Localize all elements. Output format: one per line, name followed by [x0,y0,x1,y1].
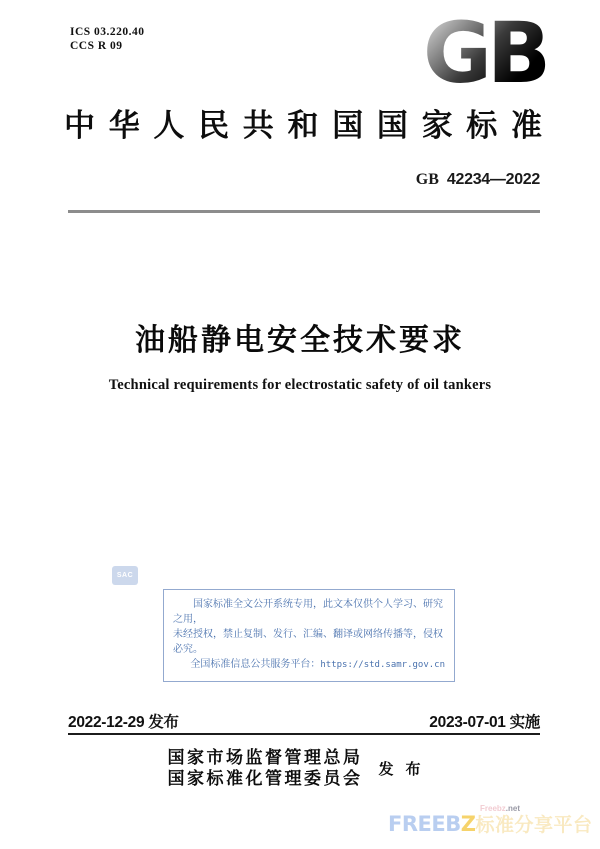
document-title-english: Technical requirements for electrostatic safety of oil tankers [108,377,492,393]
standard-number-prefix: GB [415,171,439,188]
freebz-domain-name: Freebz [480,804,506,813]
issuer-names [167,747,362,789]
ccs-code: CCS R 09 [70,40,123,52]
freebz-brand-blue: FREEB [388,812,461,836]
platform-url-link[interactable]: https://std.samr.gov.cn [320,660,445,670]
issue-date: 2022-12-29 发布 [68,714,179,731]
copyright-notice-box [163,589,455,682]
publish-label: 发布 [378,761,433,778]
classification-codes [70,25,145,53]
notice-line-3 [173,657,445,673]
implement-date: 2023-07-01 实施 [429,714,540,731]
gb-logo: GB [398,10,546,96]
issuer-1: 国家市场监督管理总局 [167,748,363,767]
dates-row [68,710,540,732]
notice-line-1: 国家标准全文公开系统专用，此文本仅供个人学习、研究之用， [173,599,443,625]
sac-watermark-badge: SAC [112,566,138,585]
issuer-2: 国家标准化管理委员会 [167,769,363,788]
ics-code: ICS 03.220.40 [70,26,145,38]
footer-divider [68,733,540,735]
freebz-domain-tld: .net [505,804,521,813]
freebz-brand-suffix: 标准分享平台 [475,815,593,836]
notice-platform-label: 全国标准信息公共服务平台： [190,659,321,670]
header-divider [68,210,540,213]
notice-line-2: 未经授权，禁止复制、发行、汇编、翻译或网络传播等，侵权必究。 [173,629,443,655]
standard-number-value: 42234—2022 [446,171,540,188]
standard-number [240,170,540,190]
freebz-brand-text [388,810,592,837]
national-standard-title: 中华人民共和国国家标准 [64,108,542,143]
freebz-brand-yellow: Z [460,812,476,836]
issuer-block [0,747,600,789]
document-title-chinese: 油船静电安全技术要求 [135,324,465,357]
